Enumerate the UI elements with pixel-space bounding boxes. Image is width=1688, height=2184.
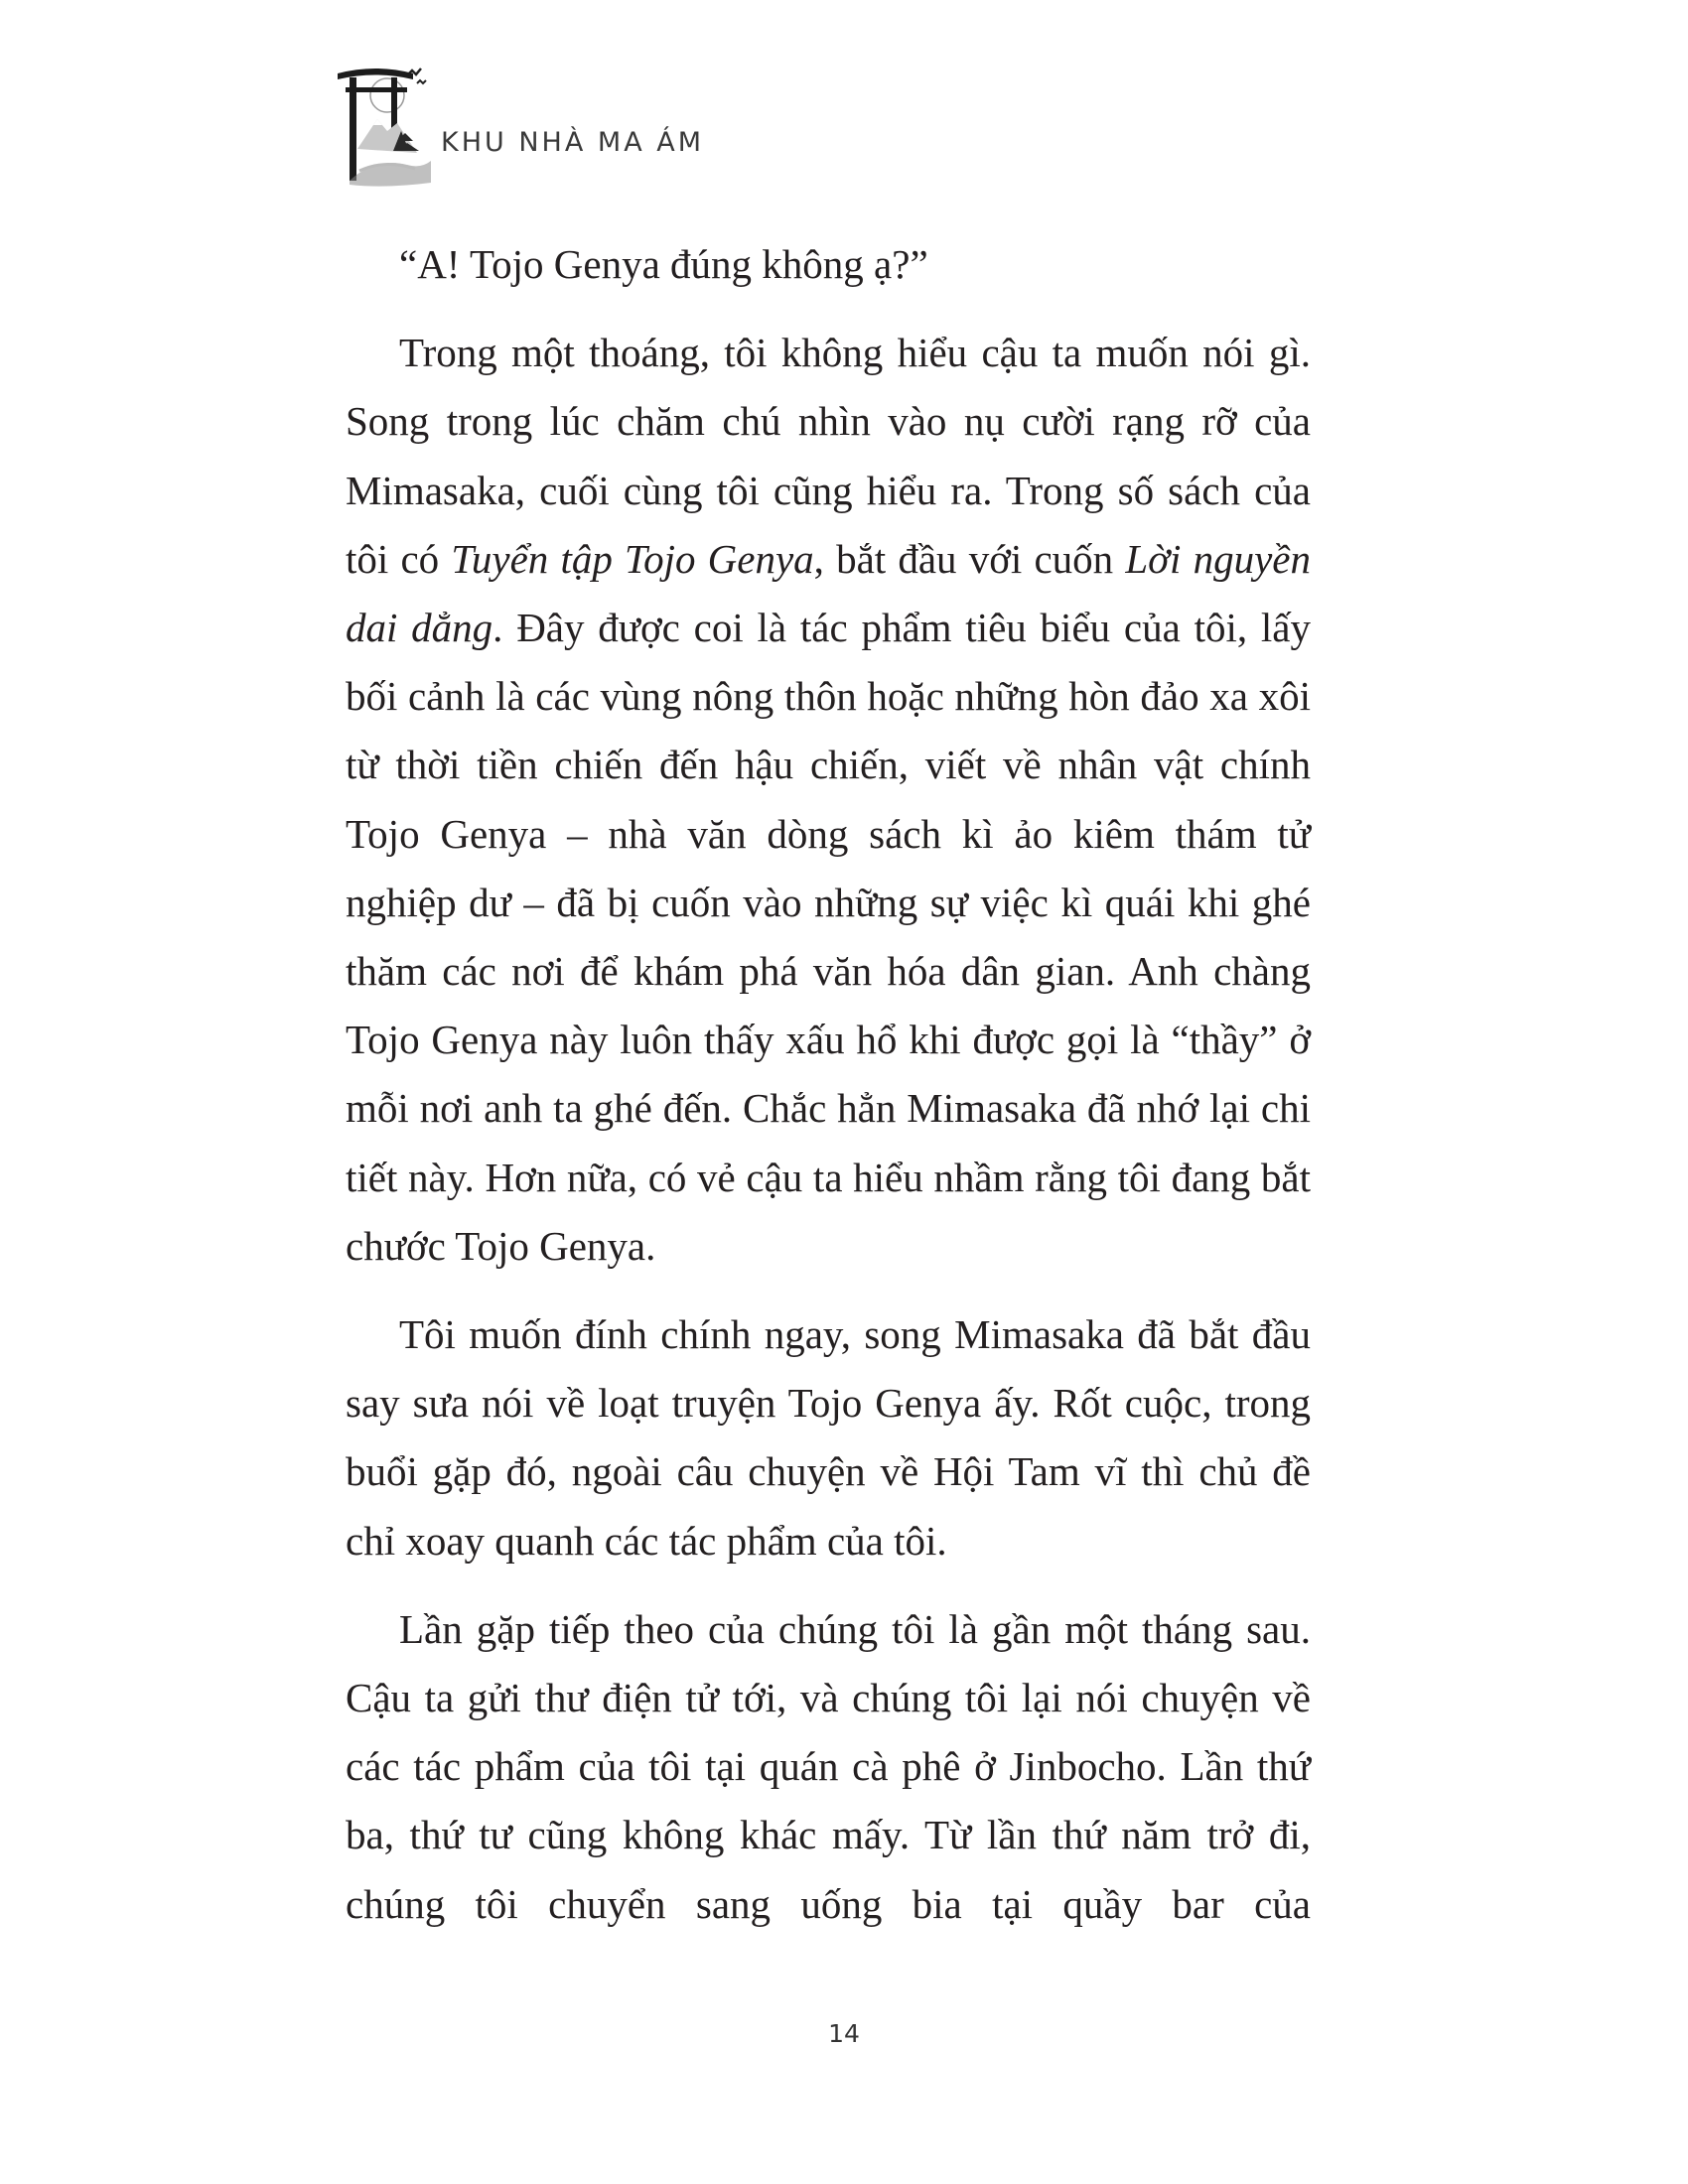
book-title-italic: Lời nguyền dai dẳng xyxy=(346,535,1311,651)
torii-gate-icon xyxy=(336,62,435,189)
body-text xyxy=(346,230,1311,1959)
running-title: KHU NHÀ MA ÁM xyxy=(441,127,705,158)
paragraph: Tôi muốn đính chính ngay, song Mimasaka đã bắt đầu say sưa nói về loạt truyện Tojo Genya ấy. Rốt cuộc, trong buổi gặp đó, ngoài câu chuyện về Hội Tam vĩ thì chủ đề chỉ xoay quanh các tác phẩm của tôi. xyxy=(346,1311,1311,1564)
book-title-italic: Tuyển tập Tojo Genya xyxy=(451,535,814,582)
running-header xyxy=(336,62,1031,201)
paragraph: Lần gặp tiếp theo của chúng tôi là gần một tháng sau. Cậu ta gửi thư điện tử tới, và chúng tôi lại nói chuyện về các tác phẩm của tôi tại quán cà phê ở Jinbocho. Lần thứ ba, thứ tư cũng không khác mấy. Từ lần thứ năm trở đi, chúng tôi chuyển sang uống bia tại quầy bar của xyxy=(346,1605,1311,1927)
text-run: Trong một thoáng, tôi không hiểu cậu ta muốn nói gì. Song trong lúc chăm chú nhìn vào nụ cười rạng rỡ của Mimasaka, cuối cùng tôi cũng hiểu ra. Trong số sách của tôi có xyxy=(346,330,1311,582)
text-run: , bắt đầu với cuốn xyxy=(813,535,1126,582)
page-number: 14 xyxy=(828,2019,860,2048)
paragraph xyxy=(346,319,1311,1281)
text-run: . Đây được coi là tác phẩm tiêu biểu của tôi, lấy bối cảnh là các vùng nông thôn hoặc những hòn đảo xa xôi từ thời tiền chiến đến hậu chiến, viết về nhân vật chính Tojo Genya – nhà văn dòng sách kì ảo kiêm thám tử nghiệp dư – đã bị cuốn vào những sự việc kì quái khi ghé thăm các nơi để khám phá văn hóa dân gian. Anh chàng Tojo Genya này luôn thấy xấu hổ khi được gọi là “thầy” ở mỗi nơi anh ta ghé đến. Chắc hẳn Mimasaka đã nhớ lại chi tiết này. Hơn nữa, có vẻ cậu ta hiểu nhầm rằng tôi đang bắt chước Tojo Genya. xyxy=(346,605,1311,1269)
paragraph: “A! Tojo Genya đúng không ạ?” xyxy=(399,241,928,287)
